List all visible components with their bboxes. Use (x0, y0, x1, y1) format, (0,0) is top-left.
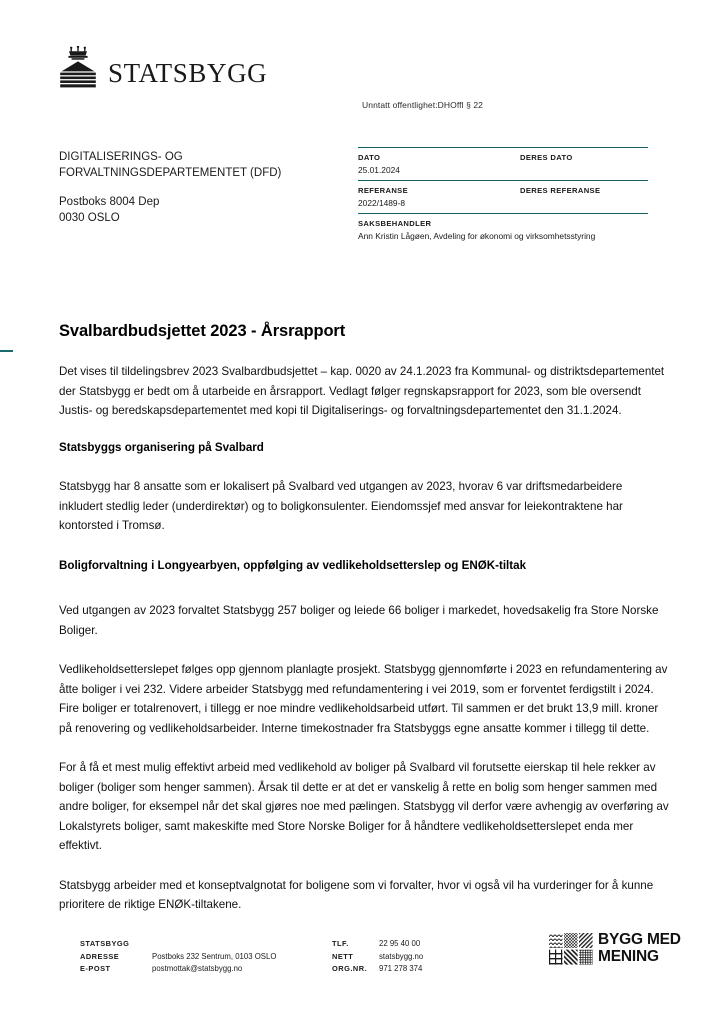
recipient-line-4: 0030 OSLO (59, 211, 120, 224)
metadata-row-referanse (358, 180, 648, 213)
footer-value-nett[interactable]: statsbygg.no (379, 951, 424, 961)
footer-value-adresse: Postboks 232 Sentrum, 0103 OSLO (152, 951, 277, 961)
recipient-line-2: FORVALTNINGSDEPARTEMENTET (DFD) (59, 166, 282, 179)
fold-mark (0, 350, 13, 352)
footer-label-orgnr: ORG.NR. (332, 964, 368, 974)
metadata-row-saksbehandler (358, 213, 648, 246)
section-heading-boligforvaltning: Boligforvaltning i Longyearbyen, oppfølging av vedlikeholdsetterslep og ENØK-tiltak (59, 558, 527, 572)
recipient-line-1: DIGITALISERINGS- OG (59, 151, 183, 163)
saksbehandler-label: SAKSBEHANDLER (358, 219, 432, 228)
confidentiality-note: Unntatt offentlighet:DHOffl § 22 (362, 100, 484, 110)
footer-values-left (152, 938, 276, 976)
dato-label: DATO (358, 153, 381, 162)
recipient-address (59, 150, 281, 226)
paragraph-boliger: Ved utgangen av 2023 forvaltet Statsbygg 257 boliger og leiede 66 boliger i markedet, hovedsakelig fra Store Norske Boliger. (59, 604, 659, 637)
metadata-cell-dato (358, 147, 510, 180)
footer-label-epost: E-POST (80, 964, 111, 974)
metadata-cell-deres-dato (510, 147, 648, 180)
document-body (59, 362, 669, 935)
deres-referanse-label: DERES REFERANSE (520, 186, 601, 195)
slogan-text (598, 932, 681, 965)
pattern-grid-icon (549, 933, 593, 965)
footer-values-right (379, 938, 423, 976)
metadata-cell-deres-referanse (510, 180, 648, 213)
paragraph-intro: Det vises til tildelingsbrev 2023 Svalbardbudsjettet – kap. 0020 av 24.1.2023 fra Kommunal- og distriktsdepartementet der Statsbygg er bedt om å utarbeide en årsrapport. Vedlagt følger regnskapsrapport for 2023, som ble oversendt Justis- og beredskapsdepartementet med kopi til Digitaliserings- og forvaltningsdepartementet den 31.1.2024. (59, 365, 665, 417)
crown-building-icon (58, 46, 98, 90)
footer-value-epost[interactable]: postmottak@statsbygg.no (152, 964, 243, 974)
recipient-line-3: Postboks 8004 Dep (59, 196, 160, 208)
footer-labels-left (80, 938, 129, 976)
bygg-med-mening-logo (549, 932, 681, 965)
referanse-value: 2022/1489-8 (358, 198, 406, 208)
statsbygg-logo (58, 46, 267, 90)
letter-metadata-table (358, 147, 648, 246)
paragraph-eierskap: For å få et mest mulig effektivt arbeid med vedlikehold av boliger på Svalbard vil forutsette eierskap til hele rekker av boliger (boliger som henger sammen). Årsak til dette er at det er vanskelig å rette en bolig som henger sammen med andre boliger, for eksempel når det skal gjøres noe med pælingen. Statsbygg vil derfor være avhengig av overføring av Lokalstyrets boliger, samt makeskifte med Store Norske Boliger for å håndtere vedlikeholdsetterslepet enda mer effektivt. (59, 761, 669, 852)
footer-label-org: STATSBYGG (80, 939, 130, 948)
paragraph-konseptvalgnotat: Statsbygg arbeider med et konseptvalgnotat for boligene som vi forvalter, hvor vi også vil ha vurderinger for å kunne prioritere de riktige ENØK-tiltakene. (59, 878, 654, 911)
metadata-row-dato (358, 147, 648, 180)
footer-label-tlf: TLF. (332, 939, 349, 948)
logo-wordmark: STATSBYGG (108, 58, 268, 88)
footer-value-orgnr: 971 278 374 (379, 964, 423, 974)
metadata-cell-saksbehandler (358, 213, 648, 246)
saksbehandler-value: Ann Kristin Lågøen, Avdeling for økonomi og virksomhetsstyring (358, 231, 596, 241)
paragraph-organisering: Statsbygg har 8 ansatte som er lokalisert på Svalbard ved utgangen av 2023, hvorav 6 var driftsmedarbeidere inkludert stedlig leder (underdirektør) og to boligkonsulenter. Eiendomssjef med ansvar for leiekontraktene har kontorsted i Tromsø. (59, 480, 623, 532)
deres-dato-label: DERES DATO (520, 153, 573, 162)
dato-value: 25.01.2024 (358, 165, 400, 175)
paragraph-vedlikehold: Vedlikeholdsetterslepet følges opp gjennom planlagte prosjekt. Statsbygg gjennomførte i 2023 en refundamentering av åtte boliger i vei 232. Videre arbeider Statsbygg med refundamentering i vei 2019, som er forventet ferdigstilt i 2024. Fire boliger er totalrenovert, i tillegg er noe mindre vedlikeholdsarbeid utført. Til sammen er det brukt 13,9 mill. kroner på renovering og vedlikeholdsarbeider. Interne timekostnader fra Statsbyggs egne ansatte kommer i tillegg til dette. (59, 663, 668, 735)
footer-value-tlf: 22 95 40 00 (379, 939, 421, 948)
footer-label-nett: NETT (332, 951, 354, 961)
footer-labels-right (332, 938, 367, 976)
page-title: Svalbardbudsjettet 2023 - Årsrapport (59, 322, 346, 341)
section-heading-organisering: Statsbyggs organisering på Svalbard (59, 440, 264, 454)
footer-label-adresse: ADRESSE (80, 951, 120, 961)
slogan-line-1: BYGG MED (598, 931, 681, 948)
slogan-line-2: MENING (598, 947, 659, 965)
referanse-label: REFERANSE (358, 186, 408, 195)
metadata-cell-referanse (358, 180, 510, 213)
